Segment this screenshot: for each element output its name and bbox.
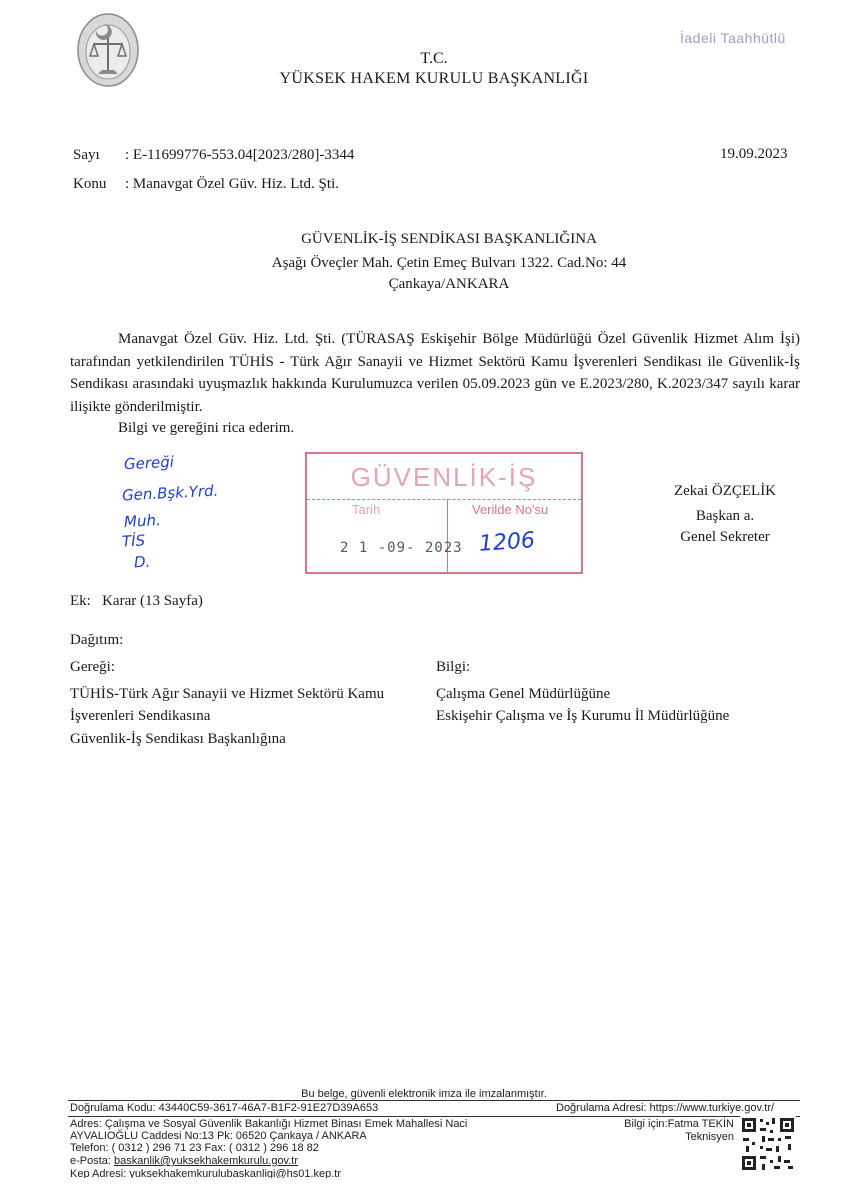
bilgi-label: Bilgi: (436, 659, 471, 675)
body-paragraph: Manavgat Özel Güv. Hiz. Ltd. Şti. (TÜRASAŞ Eskişehir Bölge Müdürlüğü Özel Güvenlik Hizmet Alım İşi) tarafından yetkilendirilen TÜHİS - Türk Ağır Sanayii ve Hizmet Sektörü Kamu İşverenleri Sendikası ile Güvenlik-İş Sendikası arasındaki uyuşmazlık hakkında Kurulumuzca verilen 05.09.2023 gün ve E.2023/280, K.2023/347 sayılı karar ilişikte gönderilmiştir. (70, 331, 800, 415)
distribution-item: Çalışma Genel Müdürlüğüne (436, 686, 611, 702)
tc-heading: T.C. (420, 50, 448, 67)
signatory-title: Başkan a. (695, 508, 755, 524)
footer-kep: Kep Adresi: yuksekhakemkurulubaskanligi@hs01.kep.tr (70, 1168, 342, 1178)
footer-rule (68, 1100, 800, 1101)
handwritten-note: Muh. (123, 511, 162, 531)
footer-address: Adres: Çalışma ve Sosyal Güvenlik Bakanlığı Hizmet Binası Emek Mahallesi Naci (70, 1118, 468, 1130)
esign-notice: Bu belge, güvenli elektronik imza ile imzalanmıştır. (301, 1088, 547, 1100)
geregi-label: Gereği: (70, 659, 115, 675)
distribution-item: Güvenlik-İş Sendikası Başkanlığına (70, 731, 286, 747)
recipient-address: Aşağı Öveçler Mah. Çetin Emeç Bulvarı 1322. Cad.No: 44 (271, 255, 627, 271)
handwritten-note: TİS (121, 531, 146, 551)
stamp-date: 2 1 -09- 2023 (340, 540, 463, 556)
verification-url[interactable]: Doğrulama Adresi: https://www.turkiye.gov.tr/ (556, 1102, 775, 1114)
distribution-item: Eskişehir Çalışma ve İş Kurumu İl Müdürlüğüne (436, 708, 730, 724)
document-date: 19.09.2023 (720, 146, 788, 162)
stamp-number-label: Verilde No'su (472, 502, 549, 517)
footer-email-line (70, 1155, 298, 1167)
konu-value: : Manavgat Özel Güv. Hiz. Ltd. Şti. (125, 176, 339, 192)
stamp-number: 1206 (478, 528, 536, 557)
stamp-title: GÜVENLİK-İŞ (350, 462, 538, 492)
handwritten-note: Gen.Bşk.Yrd. (121, 481, 219, 505)
footer-rule (68, 1116, 800, 1117)
signatory-title: Genel Sekreter (680, 529, 770, 545)
footer-address: AYVALIOĞLU Caddesi No:13 Pk: 06520 Çankaya / ANKARA (70, 1130, 367, 1142)
konu-label: Konu (73, 176, 107, 192)
stamp-date-label: Tarih (352, 502, 381, 517)
registered-mail-mark: İadeli Taahhütlü (680, 30, 786, 46)
sayi-label: Sayı (73, 147, 100, 163)
handwritten-note: D. (133, 552, 151, 572)
footer-phone: Telefon: ( 0312 ) 296 71 23 Fax: ( 0312 ) 296 18 82 (70, 1142, 319, 1154)
contact-person: Bilgi için:Fatma TEKİN (624, 1118, 734, 1130)
recipient-city: Çankaya/ANKARA (388, 276, 510, 292)
stamp-divider (307, 499, 581, 500)
handwritten-note: Gereği (123, 452, 175, 474)
recipient-name: GÜVENLİK-İŞ SENDİKASI BAŞKANLIĞINA (301, 231, 597, 247)
receipt-stamp (305, 452, 583, 574)
qr-code-icon (740, 1116, 796, 1172)
distribution-item: TÜHİS-Türk Ağır Sanayii ve Hizmet Sektörü Kamu (70, 686, 385, 702)
distribution-item: İşverenleri Sendikasına (70, 708, 211, 724)
attachment-line: Ek: Karar (13 Sayfa) (70, 593, 203, 609)
signatory-name: Zekai ÖZÇELİK (673, 483, 777, 499)
distribution-title: Dağıtım: (70, 632, 124, 648)
stamp-divider (447, 499, 448, 572)
sayi-value: : E-11699776-553.04[2023/280]-3344 (125, 147, 355, 163)
email-label: e-Posta: (70, 1155, 115, 1167)
contact-role: Teknisyen (685, 1131, 734, 1143)
email-link[interactable]: baskanlik@yuksekhakemkurulu.gov.tr (114, 1155, 299, 1167)
closing-line: Bilgi ve gereğini rica ederim. (118, 420, 295, 436)
agency-name: YÜKSEK HAKEM KURULU BAŞKANLIĞI (279, 70, 589, 87)
verification-code: Doğrulama Kodu: 43440C59-3617-46A7-B1F2-91E27D39A653 (70, 1102, 379, 1114)
